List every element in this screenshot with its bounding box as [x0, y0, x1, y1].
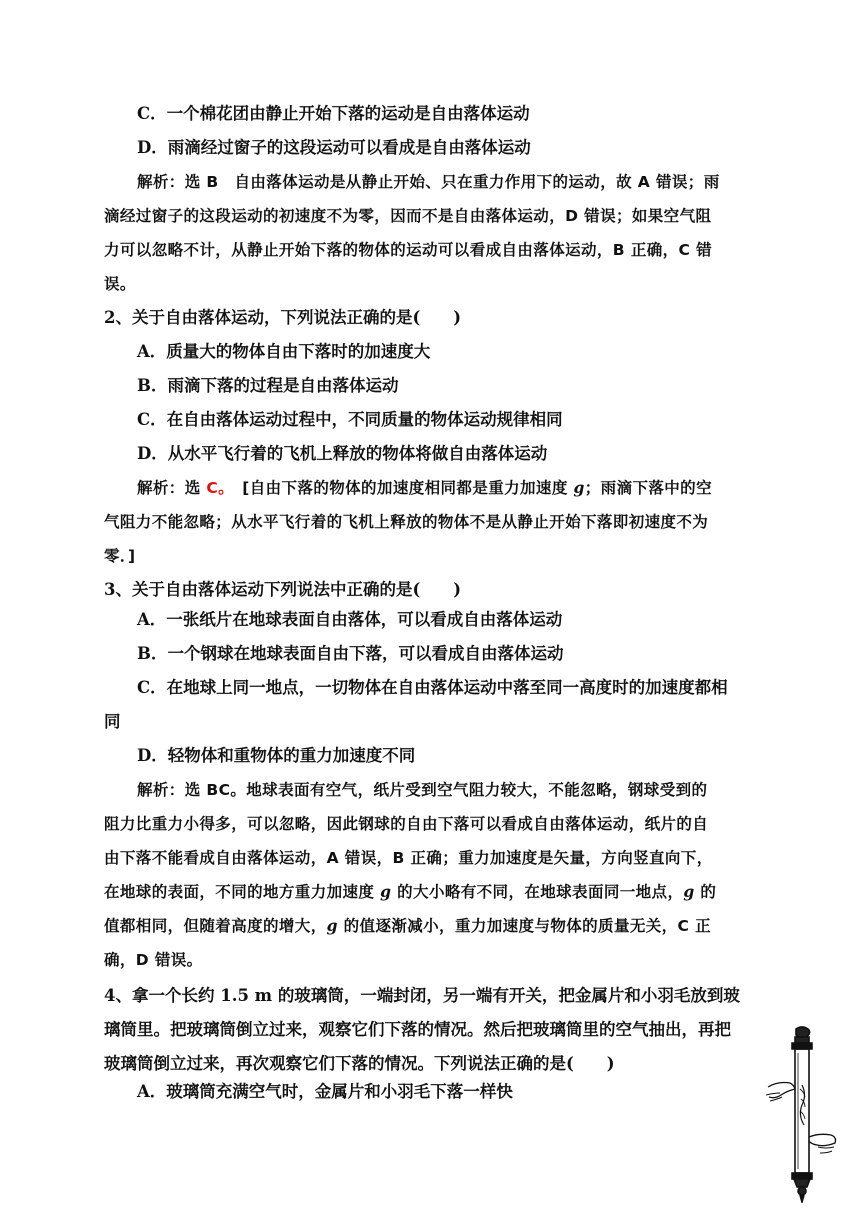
question-4-stem-line2: 璃筒里。把玻璃筒倒立过来，观察它们下落的情况。然后把玻璃筒里的空气抽出，再把: [104, 1020, 731, 1039]
analysis-label: 解析：选: [137, 479, 207, 497]
analysis-text: [自由下落的物体的加速度相同都是重力加速度: [226, 479, 574, 497]
symbol-g: g: [380, 882, 392, 901]
glass-tube-illustration-icon: [762, 1025, 842, 1203]
analysis-q1-line3: 力可以忽略不计，从静止开始下落的物体的运动可以看成自由落体运动，B 正确，C 错: [104, 241, 712, 259]
analysis-text: 的: [694, 883, 717, 901]
analysis-text: 的大小略有不同，在地球表面同一地点，: [391, 883, 684, 901]
analysis-q3-line2: 阻力比重力小得多，可以忽略，因此钢球的自由下落可以看成自由落体运动，纸片的自: [104, 815, 709, 833]
question-4-stem-line1: 4、拿一个长约 1.5 m 的玻璃筒，一端封闭，另一端有开关，把金属片和小羽毛放到玻: [104, 986, 740, 1005]
analysis-text: ；雨滴下落中的空: [584, 479, 712, 497]
question-2-stem: 2、关于自由落体运动，下列说法正确的是( ): [104, 308, 462, 327]
option-a-q2: A．质量大的物体自由下落时的加速度大: [137, 342, 431, 361]
symbol-g: g: [573, 478, 585, 497]
analysis-q3-line3: 由下落不能看成自由落体运动，A 错误，B 正确；重力加速度是矢量，方向竖直向下，: [104, 849, 713, 867]
question-4-stem-line3: 玻璃筒倒立过来，再次观察它们下落的情况。下列说法正确的是( ): [104, 1054, 615, 1073]
analysis-q3-line1: 解析：选 BC。地球表面有空气，纸片受到空气阻力较大，不能忽略，钢球受到的: [137, 781, 708, 799]
analysis-q3-line6: 确，D 错误。: [104, 951, 203, 969]
answer-highlight: C。: [206, 479, 227, 497]
analysis-q1-line4: 误。: [104, 275, 136, 293]
option-d-q3: D．轻物体和重物体的重力加速度不同: [137, 746, 416, 765]
analysis-q3-line5: [104, 914, 711, 938]
option-b-q3: B．一个钢球在地球表面自由下落，可以看成自由落体运动: [137, 644, 564, 663]
option-d-q2: D．从水平飞行着的飞机上释放的物体将做自由落体运动: [137, 444, 548, 463]
analysis-q2-line1: [137, 476, 712, 500]
option-b-q2: B．雨滴下落的过程是自由落体运动: [137, 376, 399, 395]
option-c-q3-cont: 同: [104, 712, 121, 731]
symbol-g: g: [326, 916, 338, 935]
option-d-q1: D．雨滴经过窗子的这段运动可以看成是自由落体运动: [137, 138, 531, 157]
analysis-q1-line2: 滴经过窗子的这段运动的初速度不为零，因而不是自由落体运动，D 错误；如果空气阻: [104, 207, 712, 225]
analysis-q2-line3: 零．]: [104, 547, 136, 565]
symbol-g: g: [683, 882, 695, 901]
option-c-q3: C．在地球上同一地点，一切物体在自由落体运动中落至同一高度时的加速度都相: [137, 678, 728, 697]
analysis-text: 在地球的表面，不同的地方重力加速度: [104, 883, 381, 901]
analysis-text: 值都相同，但随着高度的增大，: [104, 917, 327, 935]
analysis-text: 的值逐渐减小，重力加速度与物体的质量无关，C 正: [337, 917, 712, 935]
option-c-q2: C．在自由落体运动过程中，不同质量的物体运动规律相同: [137, 410, 563, 429]
analysis-q3-line4: [104, 880, 716, 904]
analysis-q1-line1: 解析：选 B 自由落体运动是从静止开始、只在重力作用下的运动，故 A 错误；雨: [137, 173, 720, 191]
option-a-q3: A．一张纸片在地球表面自由落体，可以看成自由落体运动: [137, 610, 563, 629]
analysis-q2-line2: 气阻力不能忽略；从水平飞行着的飞机上释放的物体不是从静止开始下落即初速度不为: [104, 513, 709, 531]
question-3-stem: 3、关于自由落体运动下列说法中正确的是( ): [104, 580, 462, 599]
option-c-q1: C．一个棉花团由静止开始下落的运动是自由落体运动: [137, 104, 530, 123]
option-a-q4: A．玻璃筒充满空气时，金属片和小羽毛下落一样快: [137, 1082, 513, 1101]
